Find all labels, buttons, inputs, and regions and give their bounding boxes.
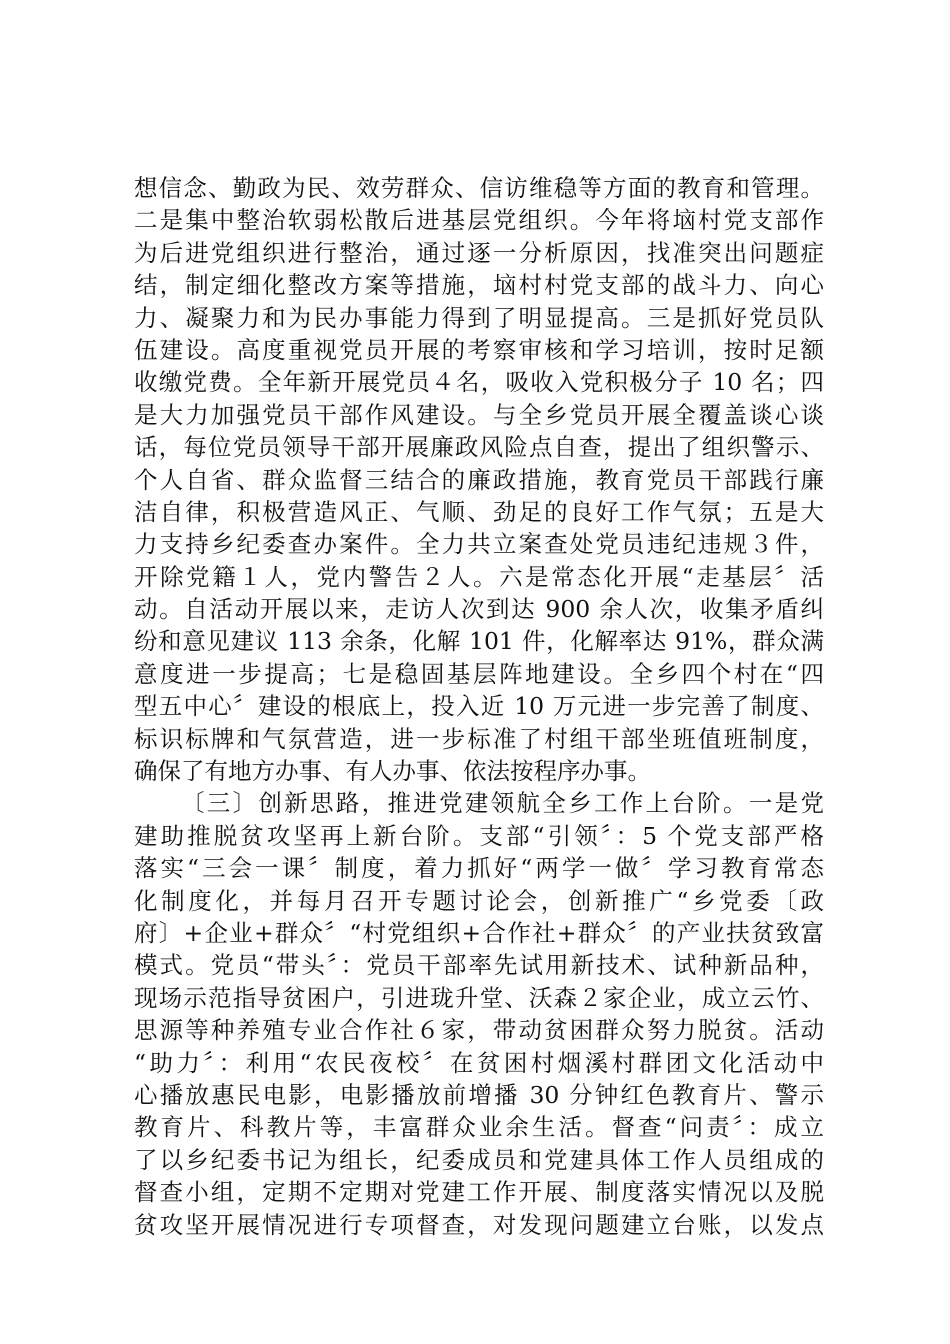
text-line: 模式。党员“带头〞：党员干部率先试用新技术、试种新品种， bbox=[134, 951, 824, 980]
text-line: 教育片、科教片等，丰富群众业余生活。督查“问责〞：成立 bbox=[134, 1113, 824, 1142]
text-line: 纷和意见建议 113 余条，化解 101 件，化解率达 91%，群众满 bbox=[134, 627, 824, 656]
text-line: 动。自活动开展以来，走访人次到达 900 余人次，收集矛盾纠 bbox=[134, 595, 824, 624]
text-line: 府〕+企业+群众〞“村党组织+合作社+群众〞的产业扶贫致富 bbox=[134, 918, 824, 947]
text-line: 标识标牌和气氛营造，进一步标准了村组干部坐班值班制度， bbox=[134, 724, 824, 753]
text-line: 确保了有地方办事、有人办事、依法按程序办事。 bbox=[134, 757, 651, 786]
text-line: 〔三〕创新思路，推进党建领航全乡工作上台阶。一是党 bbox=[181, 789, 824, 818]
text-line: 结，制定细化整改方案等措施，垴村村党支部的战斗力、向心 bbox=[134, 271, 824, 300]
document-body-text bbox=[134, 172, 824, 1241]
text-line: 思源等种养殖专业合作社６家，带动贫困群众努力脱贫。活动 bbox=[134, 1016, 824, 1045]
text-line: 收缴党费。全年新开展党员４名，吸收入党积极分子 10 名；四 bbox=[134, 368, 824, 397]
text-line: 想信念、勤政为民、效劳群众、信访维稳等方面的教育和管理。 bbox=[134, 174, 824, 202]
text-line: 是大力加强党员干部作风建设。与全乡党员开展全覆盖谈心谈 bbox=[134, 400, 824, 429]
text-line: 力支持乡纪委查办案件。全力共立案查处党员违纪违规３件， bbox=[134, 530, 824, 559]
text-line: 心播放惠民电影，电影播放前增播 30 分钟红色教育片、警示 bbox=[134, 1080, 824, 1109]
text-line: “助力〞：利用“农民夜校〞在贫困村烟溪村群团文化活动中 bbox=[134, 1048, 824, 1077]
text-line: 洁自律，积极营造风正、气顺、劲足的良好工作气氛；五是大 bbox=[134, 497, 824, 526]
text-line: 落实“三会一课〞制度，着力抓好“两学一做〞学习教育常态 bbox=[134, 854, 824, 883]
text-line: 了以乡纪委书记为组长，纪委成员和党建具体工作人员组成的 bbox=[134, 1145, 824, 1174]
text-line: 贫攻坚开展情况进行专项督查，对发现问题建立台账，以发点 bbox=[134, 1210, 824, 1239]
text-line: 个人自省、群众监督三结合的廉政措施，教育党员干部践行廉 bbox=[134, 465, 824, 494]
text-line: 督查小组，定期不定期对党建工作开展、制度落实情况以及脱 bbox=[134, 1178, 824, 1207]
text-line: 力、凝聚力和为民办事能力得到了明显提高。三是抓好党员队 bbox=[134, 303, 824, 332]
text-line: 伍建设。高度重视党员开展的考察审核和学习培训，按时足额 bbox=[134, 335, 824, 364]
text-line: 二是集中整治软弱松散后进基层党组织。今年将垴村党支部作 bbox=[134, 206, 824, 235]
text-line: 意度进一步提高；七是稳固基层阵地建设。全乡四个村在“四 bbox=[134, 659, 824, 688]
text-line: 化制度化，并每月召开专题讨论会，创新推广“乡党委〔政 bbox=[134, 886, 824, 915]
text-line: 现场示范指导贫困户，引进珑升堂、沃森２家企业，成立云竹、 bbox=[134, 983, 824, 1012]
text-line: 建助推脱贫攻坚再上新台阶。支部“引领〞：5 个党支部严格 bbox=[134, 821, 824, 850]
text-line: 话，每位党员领导干部开展廉政风险点自查，提出了组织警示、 bbox=[134, 433, 824, 462]
text-line: 开除党籍１人，党内警告２人。六是常态化开展“走基层〞活 bbox=[134, 562, 824, 591]
text-line: 型五中心〞建设的根底上，投入近 10 万元进一步完善了制度、 bbox=[134, 692, 824, 721]
text-line: 为后进党组织进行整治，通过逐一分析原因，找准突出问题症 bbox=[134, 238, 824, 267]
